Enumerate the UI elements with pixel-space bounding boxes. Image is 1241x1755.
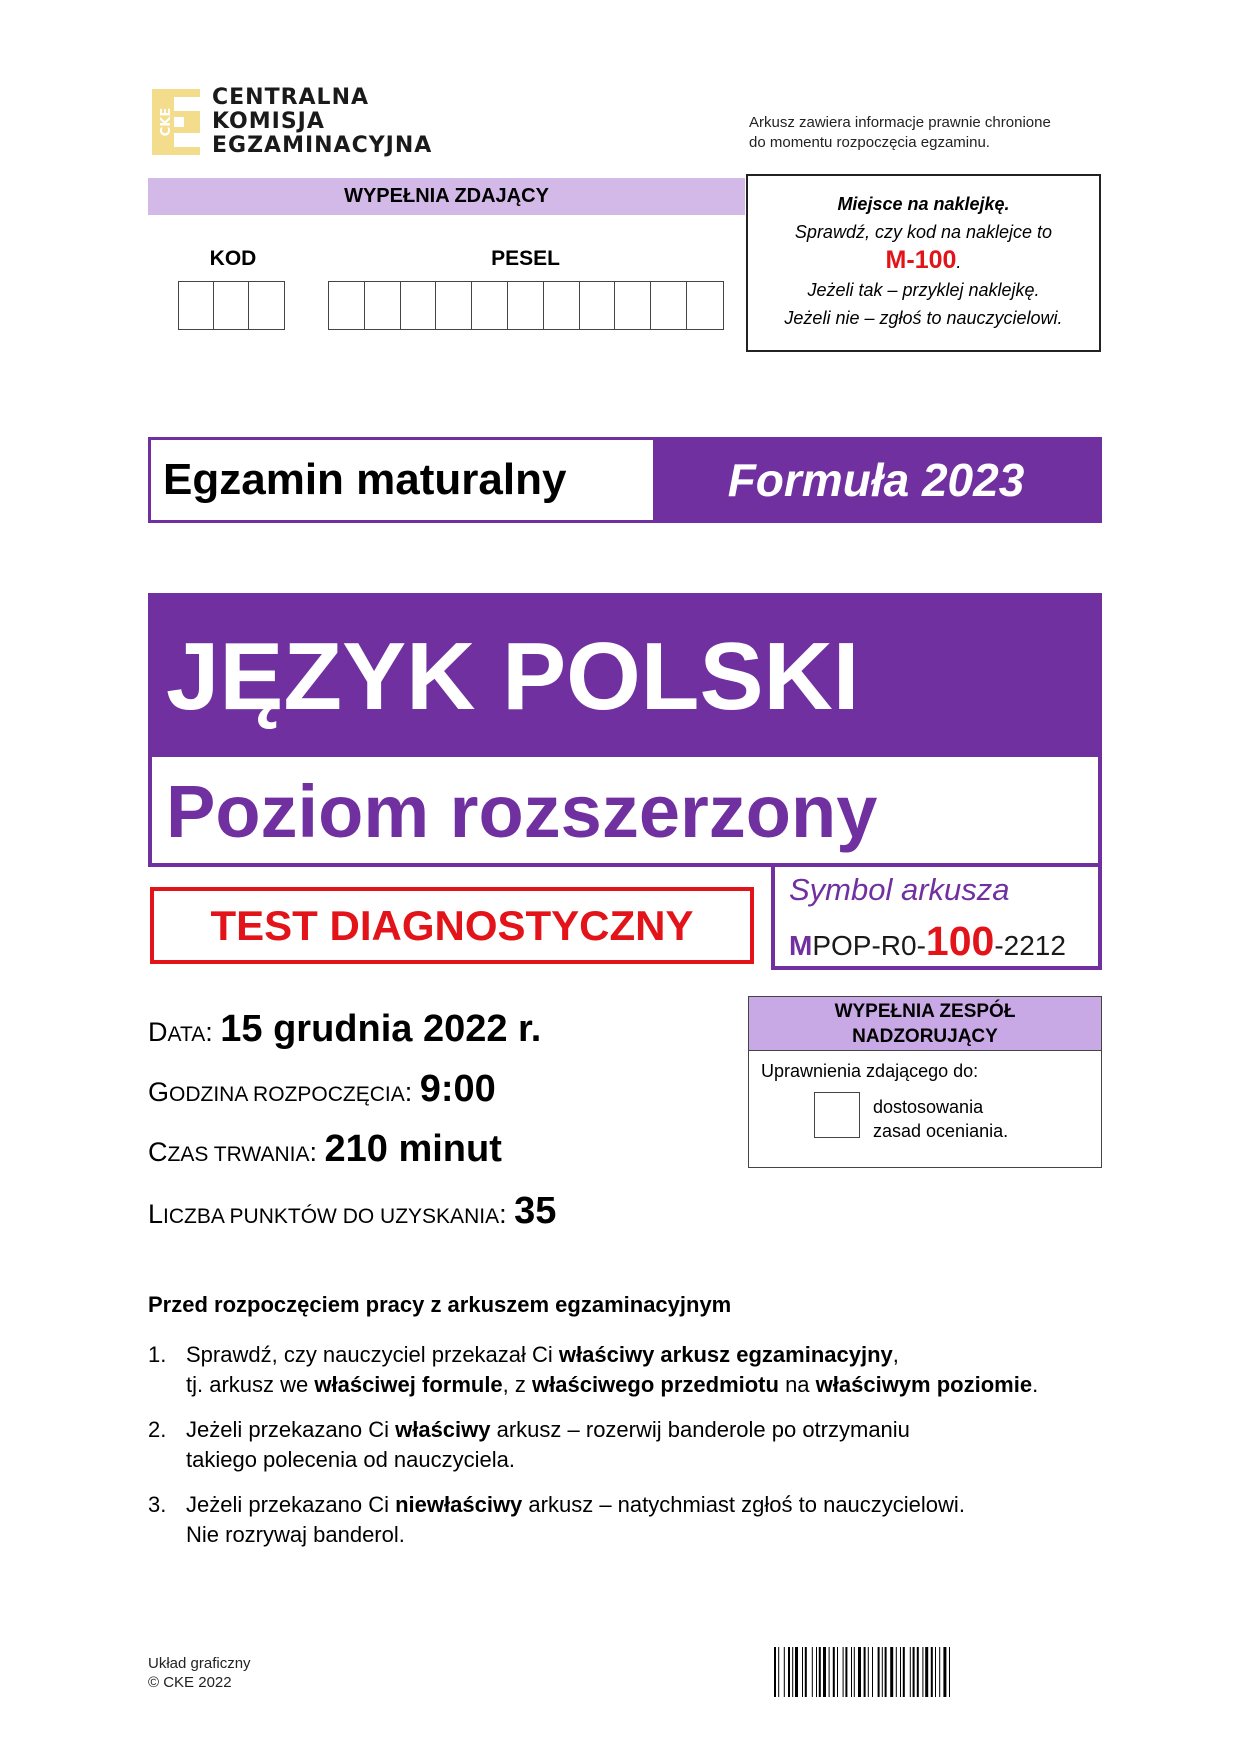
sheet-symbol-code: MPOP-R0-100-2212 <box>789 918 1066 964</box>
duration-value: 210 minut <box>324 1128 502 1170</box>
digit-cell[interactable] <box>472 282 508 329</box>
sticker-line3: Jeżeli nie – zgłoś to nauczycielowi. <box>784 308 1063 328</box>
subject-title: JĘZYK POLSKI <box>152 597 1098 757</box>
pesel-input-boxes[interactable] <box>328 281 724 330</box>
adjustment-checkbox[interactable] <box>814 1092 860 1138</box>
sticker-line1: Sprawdź, czy kod na naklejce to <box>794 222 1053 242</box>
subject-level: Poziom rozszerzony <box>166 770 878 853</box>
sticker-title: Miejsce na naklejkę. <box>837 194 1010 214</box>
info-duration: CZAS TRWANIA: 210 minut <box>148 1128 502 1170</box>
digit-cell[interactable] <box>615 282 651 329</box>
info-date: DATA: 15 grudnia 2022 r. <box>148 1008 542 1050</box>
digit-cell[interactable] <box>687 282 723 329</box>
instructions-title: Przed rozpoczęciem pracy z arkuszem egzaminacyjnym <box>148 1292 732 1317</box>
sticker-line2: Jeżeli tak – przyklej naklejkę. <box>807 280 1040 300</box>
instruction-item: 1. Sprawdź, czy nauczyciel przekazał Ci właściwy arkusz egzaminacyjny, tj. arkusz we właściwej formule, z właściwego przedmiotu na właściwym poziomie. <box>148 1342 1039 1397</box>
info-start-time: GODZINA ROZPOCZĘCIA: 9:00 <box>148 1068 496 1110</box>
digit-cell[interactable] <box>544 282 580 329</box>
digit-cell[interactable] <box>508 282 544 329</box>
sticker-area: Miejsce na naklejkę. Sprawdź, czy kod na naklejce to M-100. Jeżeli tak – przyklej naklejkę. Jeżeli nie – zgłoś to nauczycielowi. <box>746 174 1101 352</box>
cke-logo-text <box>212 86 432 158</box>
logo-line: KOMISJA <box>212 109 325 134</box>
logo-line: CENTRALNA <box>212 85 370 110</box>
digit-cell[interactable] <box>401 282 437 329</box>
instruction-item: 2. Jeżeli przekazano Ci właściwy arkusz – rozerwij banderole po otrzymaniu takiego polecenia od nauczyciela. <box>148 1417 910 1472</box>
kod-input-boxes[interactable] <box>178 281 285 330</box>
exam-type: Egzamin maturalny <box>163 455 567 504</box>
candidate-section-header: WYPEŁNIA ZDAJĄCY <box>148 178 745 215</box>
protected-info-note: Arkusz zawiera informacje prawnie chronione do momentu rozpoczęcia egzaminu. <box>749 114 1051 151</box>
instruction-item: 3. Jeżeli przekazano Ci niewłaściwy arkusz – natychmiast zgłoś to nauczycielowi. Nie rozrywaj banderol. <box>148 1492 965 1547</box>
supervisor-header: WYPEŁNIA ZESPÓŁ NADZORUJĄCY <box>749 997 1101 1051</box>
digit-cell[interactable] <box>249 282 284 329</box>
sheet-symbol-label: Symbol arkusza <box>789 872 1010 907</box>
points-value: 35 <box>514 1190 557 1232</box>
subject-title-box <box>148 593 1102 867</box>
sheet-symbol-box <box>771 866 1102 970</box>
footer-credits: Układ graficzny © CKE 2022 <box>148 1655 251 1691</box>
digit-cell[interactable] <box>179 282 214 329</box>
barcode-icon <box>774 1647 1090 1697</box>
digit-cell[interactable] <box>214 282 249 329</box>
supervisor-section <box>748 996 1102 1168</box>
digit-cell[interactable] <box>365 282 401 329</box>
exam-banner <box>148 437 1102 523</box>
adjustment-option-label: dostosowania zasad oceniania. <box>873 1097 1009 1141</box>
digit-cell[interactable] <box>329 282 365 329</box>
test-type-label: TEST DIAGNOSTYCZNY <box>150 887 754 964</box>
exam-formula: Formuła 2023 <box>653 440 1099 520</box>
digit-cell[interactable] <box>436 282 472 329</box>
sticker-code: M-100 <box>885 246 957 274</box>
supervisor-prompt: Uprawnienia zdającego do: <box>761 1061 979 1081</box>
kod-label: KOD <box>209 247 257 270</box>
cke-logo-mark <box>152 89 200 155</box>
start-time-value: 9:00 <box>419 1068 496 1110</box>
digit-cell[interactable] <box>580 282 616 329</box>
logo-line: EGZAMINACYJNA <box>212 133 433 158</box>
digit-cell[interactable] <box>651 282 687 329</box>
instructions-list <box>148 1340 1098 1565</box>
pesel-label: PESEL <box>491 247 560 270</box>
info-points: LICZBA PUNKTÓW DO UZYSKANIA: 35 <box>148 1190 557 1232</box>
date-value: 15 grudnia 2022 r. <box>220 1008 542 1050</box>
logo-mark-text: CKE <box>159 107 174 137</box>
